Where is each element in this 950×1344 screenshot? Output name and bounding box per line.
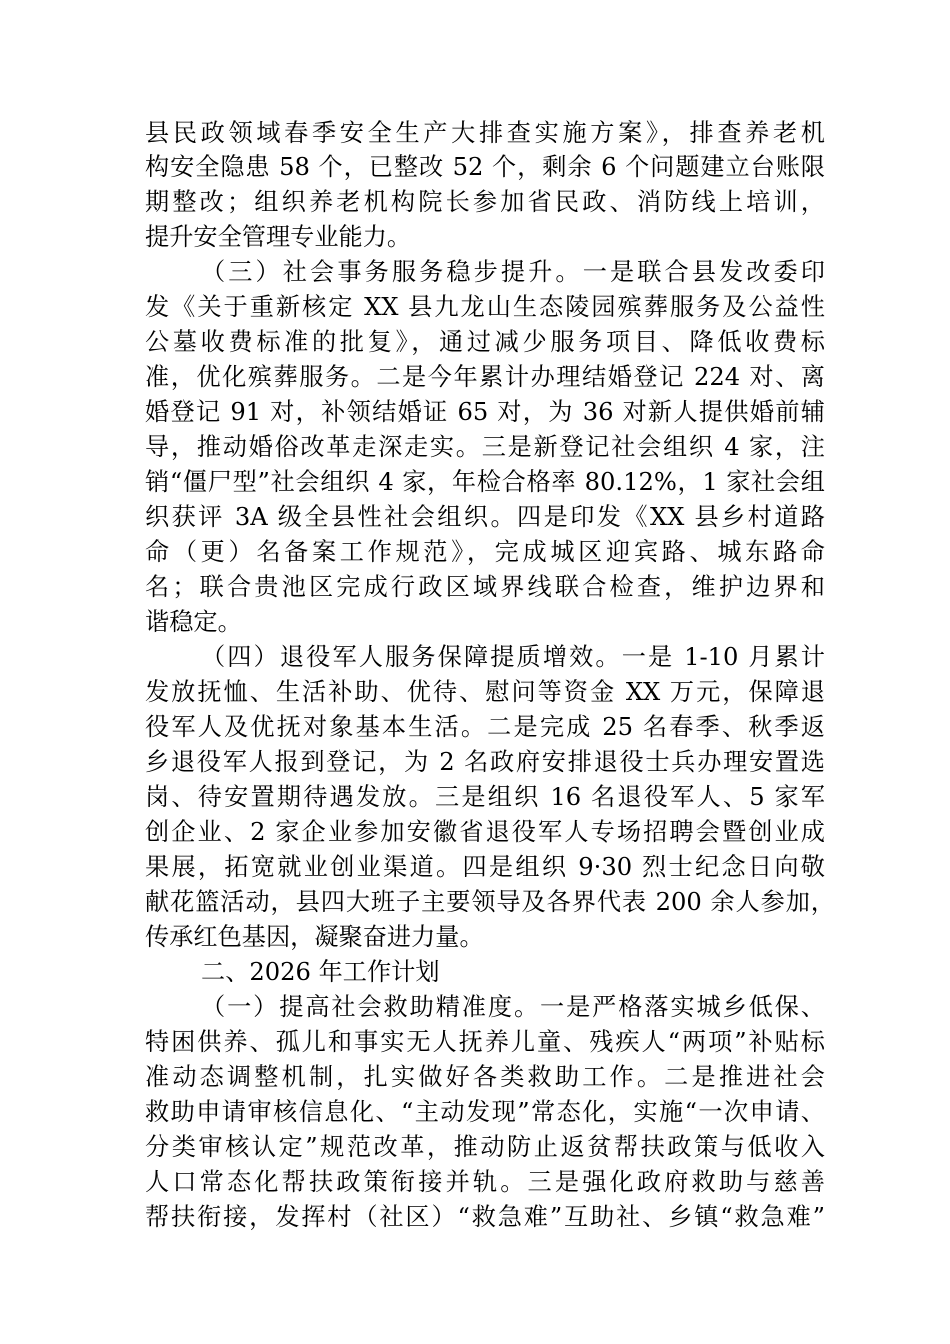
section-heading-line: （一）提高社会救助精准度。一是严格落实城乡低保、 <box>201 993 825 1021</box>
text-line: 导，推动婚俗改革走深走实。三是新登记社会组织 4 家，注 <box>145 433 825 461</box>
text-line: 分类审核认定”规范改革，推动防止返贫帮扶政策与低收入 <box>145 1133 825 1161</box>
text-line: 传承红色基因，凝聚奋进力量。 <box>145 923 484 951</box>
text-line: 特困供养、孤儿和事实无人抚养儿童、残疾人“两项”补贴标 <box>145 1028 825 1056</box>
text-line: 救助申请审核信息化、“主动发现”常态化，实施“一次申请、 <box>145 1098 825 1126</box>
section-heading-line: （三）社会事务服务稳步提升。一是联合县发改委印 <box>201 258 825 286</box>
text-line: 构安全隐患 58 个，已整改 52 个，剩余 6 个问题建立台账限 <box>145 153 825 181</box>
text-line: 期整改；组织养老机构院长参加省民政、消防线上培训， <box>145 188 825 216</box>
text-line: 命（更）名备案工作规范》，完成城区迎宾路、城东路命 <box>145 538 825 566</box>
text-line: 人口常态化帮扶政策衔接并轨。三是强化政府救助与慈善 <box>145 1168 825 1196</box>
text-line: 婚登记 91 对，补领结婚证 65 对，为 36 对新人提供婚前辅 <box>145 398 825 426</box>
text-line: 提升安全管理专业能力。 <box>145 223 412 251</box>
text-line: 役军人及优抚对象基本生活。二是完成 25 名春季、秋季返 <box>145 713 825 741</box>
text-line: 发放抚恤、生活补助、优待、慰问等资金 XX 万元，保障退 <box>145 678 825 706</box>
section-heading-line: （四）退役军人服务保障提质增效。一是 1-10 月累计 <box>201 643 825 671</box>
text-line: 创企业、2 家企业参加安徽省退役军人专场招聘会暨创业成 <box>145 818 825 846</box>
text-line: 帮扶衔接，发挥村（社区）“救急难”互助社、乡镇“救急难” <box>145 1203 825 1231</box>
text-line: 乡退役军人报到登记，为 2 名政府安排退役士兵办理安置选 <box>145 748 825 776</box>
text-line: 发《关于重新核定 XX 县九龙山生态陵园殡葬服务及公益性 <box>145 293 825 321</box>
text-line: 公墓收费标准的批复》，通过减少服务项目、降低收费标 <box>145 328 825 356</box>
text-line: 织获评 3A 级全县性社会组织。四是印发《XX 县乡村道路 <box>145 503 825 531</box>
text-line: 果展，拓宽就业创业渠道。四是组织 9·30 烈士纪念日向敬 <box>145 853 825 881</box>
text-line: 准动态调整机制，扎实做好各类救助工作。二是推进社会 <box>145 1063 825 1091</box>
text-line: 销“僵尸型”社会组织 4 家，年检合格率 80.12%，1 家社会组 <box>145 468 825 496</box>
text-line: 名；联合贵池区完成行政区域界线联合检查，维护边界和 <box>145 573 825 601</box>
chapter-heading: 二、2026 年工作计划 <box>201 958 440 986</box>
text-line: 谐稳定。 <box>145 608 242 636</box>
text-line: 县民政领域春季安全生产大排查实施方案》，排查养老机 <box>145 119 825 147</box>
text-line: 献花篮活动，县四大班子主要领导及各界代表 200 余人参加， <box>145 888 835 916</box>
text-line: 准，优化殡葬服务。二是今年累计办理结婚登记 224 对、离 <box>145 363 825 391</box>
text-line: 岗、待安置期待遇发放。三是组织 16 名退役军人、5 家军 <box>145 783 825 811</box>
